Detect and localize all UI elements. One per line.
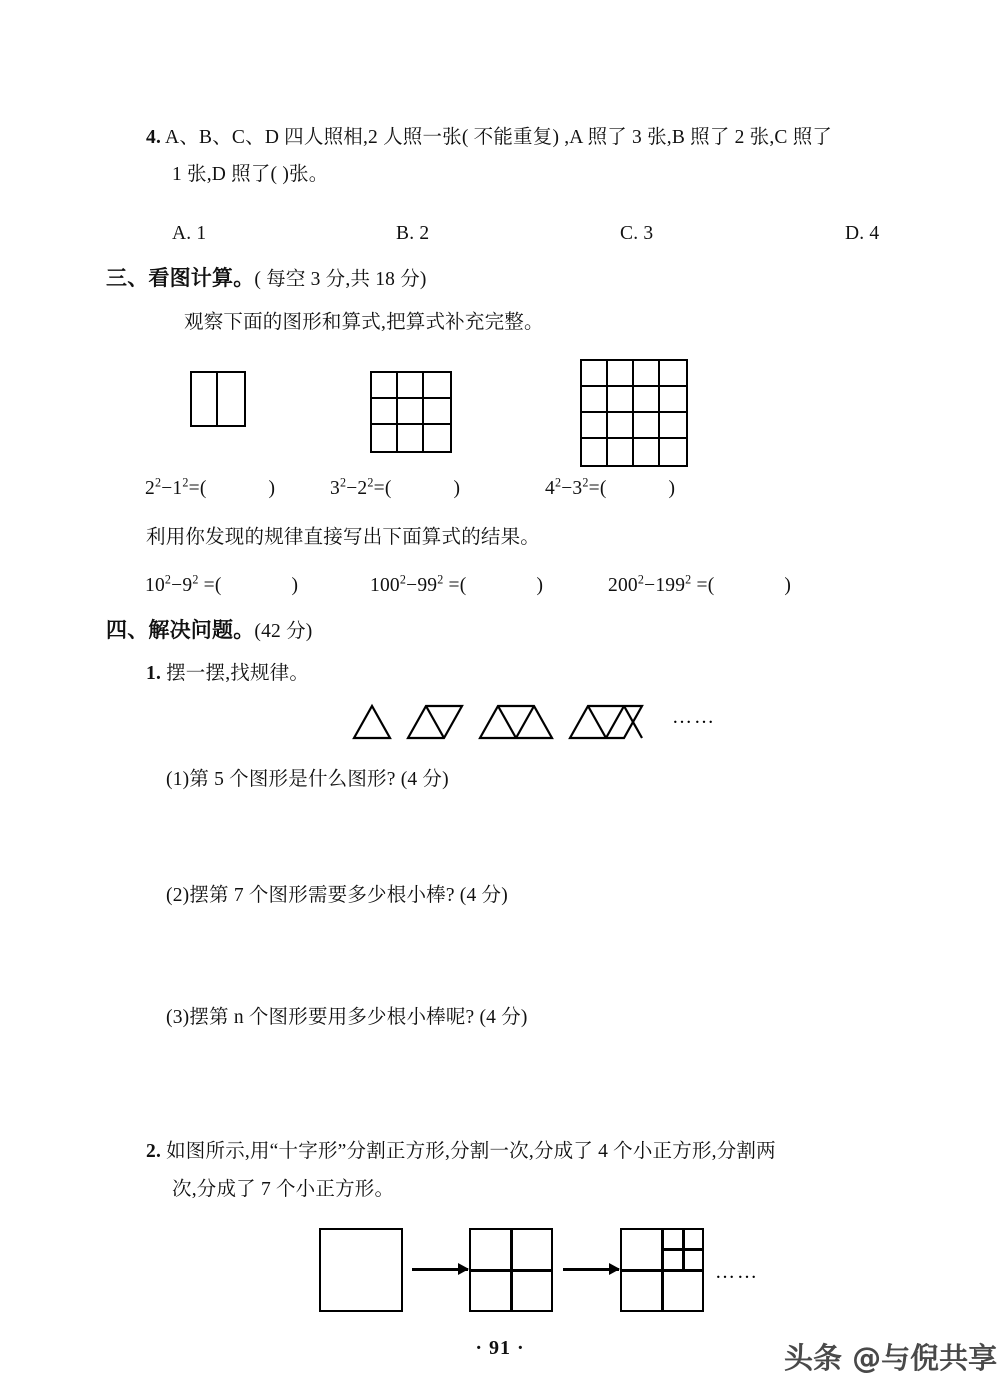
section-3-heading [106, 268, 427, 290]
eq2-minus: − [346, 478, 358, 499]
s4-q2-number: 2. [146, 1141, 162, 1162]
eq5-exp-b: 2 [437, 572, 444, 587]
section-3-punct: 。 [233, 266, 255, 290]
triangle-pattern-ellipsis: …… [672, 706, 716, 728]
question-4-line1 [146, 128, 832, 148]
eq1-exp-a: 2 [154, 475, 162, 490]
s4-q1-sub-2-label: (2) [166, 885, 190, 906]
eq3-base-b: 3 [572, 478, 583, 499]
watermark-text: 头条 @与倪共享 [784, 1341, 998, 1375]
eq6-base-b: 199 [655, 575, 686, 596]
section-4-heading [106, 620, 312, 642]
eq5-minus: − [406, 575, 418, 596]
eq2-blank-close: ) [453, 478, 461, 499]
section-4-question-1 [146, 664, 309, 684]
section-3-points: ( 每空 3 分,共 18 分) [254, 269, 427, 290]
square3-hline [620, 1269, 704, 1272]
grid-figure-4x4 [580, 359, 688, 467]
eq6-equals: = [696, 575, 708, 596]
eq1-exp-b: 2 [182, 475, 189, 490]
question-4-number: 4. [146, 127, 162, 148]
option-d[interactable]: D. 4 [845, 223, 880, 244]
s4-q1-sub-1-text: 第 5 个图形是什么图形? [189, 769, 396, 790]
section-3-instruction: 观察下面的图形和算式,把算式补充完整。 [184, 312, 544, 333]
eq4-blank-close: ) [291, 575, 299, 596]
eq2-blank-open: ( [384, 478, 392, 499]
eq5-exp-a: 2 [399, 572, 407, 587]
eq3-exp-b: 2 [582, 475, 589, 490]
eq4-blank-open: ( [214, 575, 222, 596]
square-figure-plain [319, 1228, 403, 1312]
s4-q1-text: 摆一摆,找规律。 [166, 663, 310, 684]
square3-sub-hline [661, 1248, 704, 1251]
eq4-exp-b: 2 [192, 572, 199, 587]
s4-q1-sub-1-points: (4 分) [400, 769, 449, 790]
eq5-equals: = [448, 575, 460, 596]
eq1-equals: = [188, 478, 200, 499]
grid-figure-2x2 [190, 371, 246, 427]
eq6-blank-open: ( [707, 575, 715, 596]
eq2-equals: = [373, 478, 385, 499]
eq3-blank-close: ) [668, 478, 676, 499]
eq5-blank-open: ( [459, 575, 467, 596]
eq2-exp-a: 2 [339, 475, 347, 490]
equation-6 [608, 572, 792, 596]
s4-q1-sub-3-label: (3) [166, 1007, 190, 1028]
section-3-title: 三、看图计算 [106, 266, 234, 290]
section-4-punct: 。 [233, 618, 255, 642]
square2-hline [469, 1269, 553, 1272]
eq6-base-a: 200 [608, 575, 638, 596]
s4-q1-sub-1-label: (1) [166, 769, 190, 790]
eq1-blank-close: ) [268, 478, 276, 499]
eq4-base-a: 10 [145, 575, 165, 596]
section-3-instruction-2: 利用你发现的规律直接写出下面算式的结果。 [146, 527, 541, 548]
triangle-pattern-figure [350, 700, 670, 742]
question-4-line2: 1 张,D 照了( )张。 [172, 164, 329, 185]
page-number: · 91 · [475, 1337, 525, 1359]
s4-q1-sub-2-text: 摆第 7 个图形需要多少根小棒? [189, 885, 455, 906]
eq1-base-b: 1 [172, 478, 183, 499]
eq1-base-a: 2 [145, 478, 155, 499]
s4-q1-sub-3-text: 摆第 n 个图形要用多少根小棒呢? [189, 1007, 475, 1028]
arrow-1-icon [412, 1268, 468, 1271]
square-pattern-ellipsis: …… [715, 1261, 759, 1283]
eq4-minus: − [171, 575, 183, 596]
eq4-exp-a: 2 [164, 572, 172, 587]
eq4-base-b: 9 [182, 575, 193, 596]
equation-5 [370, 572, 544, 596]
equation-1 [145, 475, 276, 499]
eq6-blank-close: ) [784, 575, 792, 596]
eq1-blank-open: ( [199, 478, 207, 499]
eq5-blank-close: ) [536, 575, 544, 596]
eq5-base-b: 99 [417, 575, 438, 596]
eq3-blank-open: ( [599, 478, 607, 499]
eq6-minus: − [644, 575, 656, 596]
eq3-minus: − [561, 478, 573, 499]
arrow-2-icon [563, 1268, 619, 1271]
eq5-base-a: 100 [370, 575, 400, 596]
option-c[interactable]: C. 3 [620, 223, 654, 244]
eq3-exp-a: 2 [554, 475, 562, 490]
section-4-title: 四、解决问题 [106, 618, 234, 642]
s4-q1-sub-3-points: (4 分) [479, 1007, 528, 1028]
eq1-minus: − [161, 478, 173, 499]
s4-q1-sub-1 [166, 770, 449, 790]
s4-q1-sub-2 [166, 886, 508, 906]
option-b[interactable]: B. 2 [396, 223, 430, 244]
eq6-exp-a: 2 [637, 572, 645, 587]
s4-q2-line2: 次,分成了 7 个小正方形。 [172, 1179, 395, 1200]
eq2-base-a: 3 [330, 478, 340, 499]
s4-q1-number: 1. [146, 663, 162, 684]
square-figure-split-once [469, 1228, 553, 1312]
eq3-equals: = [588, 478, 600, 499]
equation-3 [545, 475, 676, 499]
square-figure-split-twice [620, 1228, 704, 1312]
option-a[interactable]: A. 1 [172, 223, 207, 244]
equation-4 [145, 572, 299, 596]
s4-q2-text1: 如图所示,用“十字形”分割正方形,分割一次,分成了 4 个小正方形,分割两 [166, 1141, 776, 1162]
equation-2 [330, 475, 461, 499]
grid-figure-3x3 [370, 371, 452, 453]
s4-q1-sub-3 [166, 1008, 528, 1028]
s4-q1-sub-2-points: (4 分) [459, 885, 508, 906]
eq3-base-a: 4 [545, 478, 555, 499]
eq2-exp-b: 2 [367, 475, 374, 490]
question-4-text: A、B、C、D 四人照相,2 人照一张( 不能重复) ,A 照了 3 张,B 照了 2 张,C 照了 [165, 127, 833, 148]
section-4-points: (42 分) [254, 621, 313, 642]
s4-q2-line1 [146, 1142, 776, 1162]
eq4-equals: = [203, 575, 215, 596]
eq6-exp-b: 2 [685, 572, 692, 587]
eq2-base-b: 2 [357, 478, 368, 499]
